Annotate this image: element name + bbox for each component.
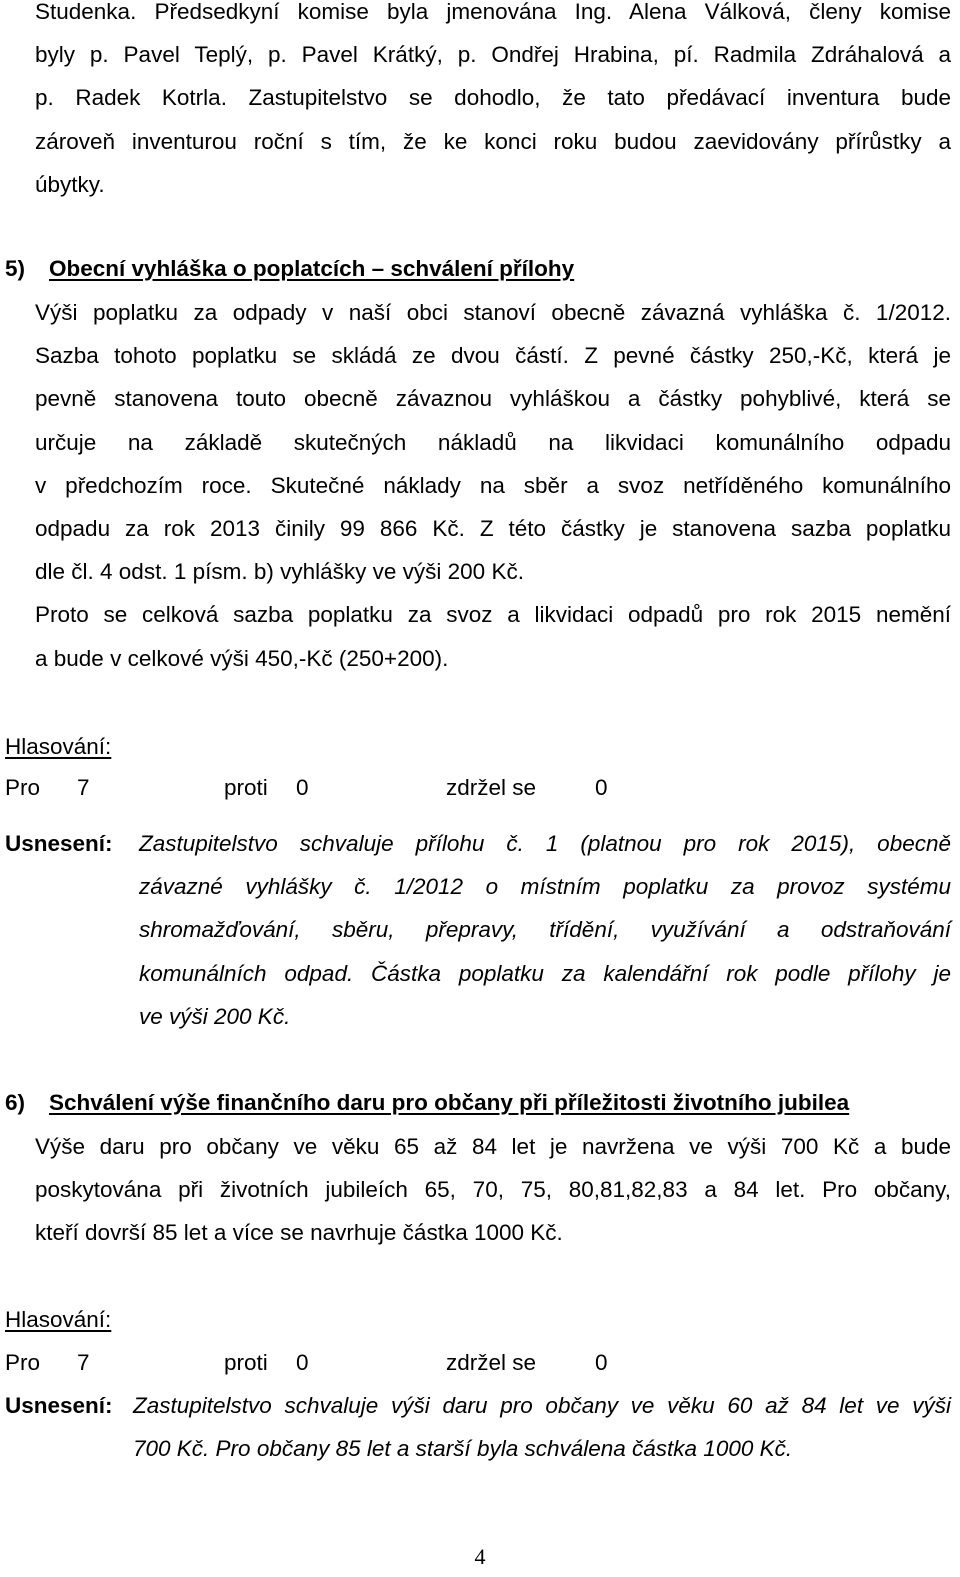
section-number: 6) [5,1090,26,1115]
resolution-label: Usnesení: [5,831,113,856]
text-line: Výši poplatku za odpady v naší obci stanoví obecně závazná vyhláška č. 1/2012. [35,300,951,325]
vote-pro-count: 7 [77,775,90,800]
vote-proti-label: proti [224,775,268,800]
section-6-paragraph [35,1125,951,1255]
text-line: 700 Kč. Pro občany 85 let a starší byla schválena částka 1000 Kč. [133,1436,793,1462]
text-line: p. Radek Kotrla. Zastupitelstvo se dohodlo, že tato předávací inventura bude [35,85,951,111]
intro-paragraph [35,0,951,206]
vote-proti-count: 0 [296,775,309,800]
section-6-resolution [5,1384,951,1470]
text-line: komunálních odpad. Částka poplatku za kalendářní rok podle přílohy je [139,960,951,986]
section-number: 5) [5,256,26,281]
text-line: poskytována při životních jubileích 65, 70, 75, 80,81,82,83 a 84 let. Pro občany, [35,1177,951,1203]
section-5-resolution [5,822,951,1038]
section-5-paragraph [35,291,951,680]
text-line: Výše daru pro občany ve věku 65 až 84 let je navržena ve výši 700 Kč a bude [35,1134,951,1159]
vote-pro-label: Pro [5,1350,41,1375]
vote-proti-count: 0 [296,1350,309,1375]
voting-label: Hlasování: [5,1307,112,1332]
text-line: Zastupitelstvo schvaluje výši daru pro občany ve věku 60 až 84 let ve výši [133,1393,951,1418]
text-line: dle čl. 4 odst. 1 písm. b) vyhlášky ve výši 200 Kč. [35,559,524,585]
section-6-heading [5,1088,849,1118]
page-number: 4 [474,1544,486,1569]
text-line: byly p. Pavel Teplý, p. Pavel Krátký, p. Ondřej Hrabina, pí. Radmila Zdráhalová a [35,42,951,68]
section-title: Obecní vyhláška o poplatcích – schválení přílohy [49,256,575,281]
text-line: určuje na základě skutečných nákladů na likvidaci komunálního odpadu [35,429,951,455]
text-line: Sazba tohoto poplatku se skládá ze dvou částí. Z pevné částky 250,-Kč, která je [35,343,951,369]
text-line: Zastupitelstvo schvaluje přílohu č. 1 (platnou pro rok 2015), obecně [139,831,951,856]
text-line: v předchozím roce. Skutečné náklady na sběr a svoz netříděného komunálního [35,472,951,498]
vote-zdrzel-count: 0 [595,775,608,800]
section-title: Schválení výše finančního daru pro občany při příležitosti životního jubilea [49,1090,850,1115]
text-line: závazné vyhlášky č. 1/2012 o místním poplatku za provoz systému [139,874,951,900]
text-line: kteří dovrší 85 let a více se navrhuje částka 1000 Kč. [35,1220,563,1246]
text-line: odpadu za rok 2013 činily 99 866 Kč. Z této částky je stanovena sazba poplatku [35,516,951,542]
voting-label: Hlasování: [5,734,112,759]
vote-proti-label: proti [224,1350,268,1375]
text-line: Studenka. Předsedkyní komise byla jmenována Ing. Alena Válková, členy komise [35,0,951,24]
vote-zdrzel-label: zdržel se [446,1350,537,1375]
text-line: ve výši 200 Kč. [139,1003,291,1029]
resolution-label: Usnesení: [5,1393,113,1418]
text-line: zároveň inventurou roční s tím, že ke konci roku budou zaevidovány přírůstky a [35,128,951,154]
section-5-heading [5,254,574,284]
text-line: Proto se celková sazba poplatku za svoz a likvidaci odpadů pro rok 2015 nemění [35,602,951,628]
vote-zdrzel-label: zdržel se [446,775,537,800]
vote-pro-label: Pro [5,775,41,800]
text-line: úbytky. [35,171,105,197]
vote-zdrzel-count: 0 [595,1350,608,1375]
vote-pro-count: 7 [77,1350,90,1375]
text-line: a bude v celkové výši 450,-Kč (250+200). [35,645,449,671]
text-line: shromažďování, sběru, přepravy, třídění, využívání a odstraňování [139,917,951,943]
text-line: pevně stanovena touto obecně závaznou vyhláškou a částky pohyblivé, která se [35,386,951,412]
